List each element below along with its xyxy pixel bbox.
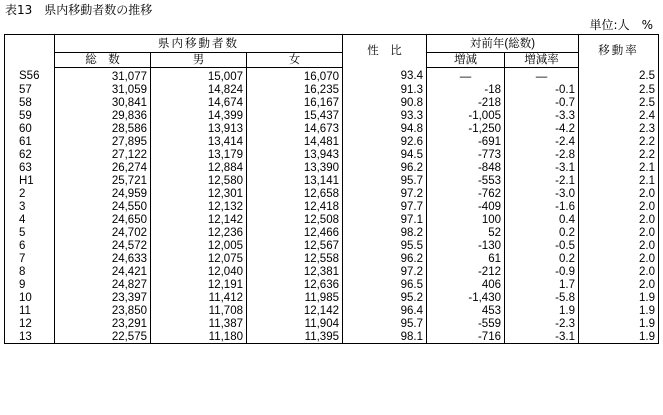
cell-migration-rate: 2.0 <box>639 265 655 278</box>
cell-male: 11,180 <box>151 330 247 344</box>
cell-male: 12,580 <box>151 174 247 187</box>
cell-sex-ratio: 97.1 <box>343 213 427 226</box>
cell-female: 13,141 <box>247 174 343 187</box>
cell-total: 26,274 <box>55 161 151 174</box>
cell-increase: -553 <box>427 174 505 187</box>
cell-migration-rate: 2.5 <box>639 96 655 109</box>
table-header <box>5 35 659 68</box>
cell-increase-rate: -2.4 <box>505 135 579 148</box>
cell-migration-rate: 1.9 <box>639 304 655 317</box>
cell-male: 12,132 <box>151 200 247 213</box>
cell-migration-rate: 1.9 <box>639 291 655 304</box>
table-body <box>5 68 659 344</box>
table-row <box>5 161 659 174</box>
table-row <box>5 174 659 187</box>
cell-total: 24,650 <box>55 213 151 226</box>
table-row <box>5 239 659 252</box>
cell-migration-rate: 2.0 <box>639 252 655 265</box>
cell-female: 15,437 <box>247 109 343 122</box>
cell-sex-ratio: 96.5 <box>343 278 427 291</box>
cell-male: 11,708 <box>151 304 247 317</box>
cell-total: 24,421 <box>55 265 151 278</box>
cell-sex-ratio: 92.6 <box>343 135 427 148</box>
cell-total: 27,895 <box>55 135 151 148</box>
cell-year-label: 11 <box>5 304 55 317</box>
cell-year-label: 58 <box>5 96 55 109</box>
cell-female: 12,567 <box>247 239 343 252</box>
cell-migration-rate: 2.5 <box>639 70 655 83</box>
cell-male: 12,191 <box>151 278 247 291</box>
table-row <box>5 265 659 278</box>
cell-increase: -716 <box>427 330 505 344</box>
cell-female: 13,390 <box>247 161 343 174</box>
header-male: 男 <box>151 53 247 68</box>
table-row <box>5 96 659 109</box>
cell-year-label: 60 <box>5 122 55 135</box>
cell-total: 23,850 <box>55 304 151 317</box>
cell-year-label: 12 <box>5 317 55 330</box>
table-row <box>5 226 659 239</box>
cell-total: 24,572 <box>55 239 151 252</box>
cell-increase-rate: -0.5 <box>505 239 579 252</box>
cell-increase: 61 <box>427 252 505 265</box>
cell-increase-rate: -5.8 <box>505 291 579 304</box>
cell-migration-rate: 2.0 <box>639 239 655 252</box>
cell-male: 14,399 <box>151 109 247 122</box>
table-row <box>5 122 659 135</box>
cell-sex-ratio: 91.3 <box>343 83 427 96</box>
cell-total: 23,397 <box>55 291 151 304</box>
cell-migration-rate: 2.4 <box>639 109 655 122</box>
cell-total: 31,077 <box>55 68 151 84</box>
cell-female: 11,904 <box>247 317 343 330</box>
cell-male: 12,884 <box>151 161 247 174</box>
cell-male: 12,236 <box>151 226 247 239</box>
cell-female: 12,658 <box>247 187 343 200</box>
cell-year-label: H1 <box>5 174 55 187</box>
cell-increase: -218 <box>427 96 505 109</box>
cell-migration-rate: 1.9 <box>639 330 655 343</box>
cell-increase: -1,250 <box>427 122 505 135</box>
table-row <box>5 187 659 200</box>
cell-increase-rate: -2.1 <box>505 174 579 187</box>
cell-female: 11,985 <box>247 291 343 304</box>
cell-increase: -691 <box>427 135 505 148</box>
cell-year-label: 61 <box>5 135 55 148</box>
cell-total: 24,633 <box>55 252 151 265</box>
cell-male: 12,301 <box>151 187 247 200</box>
cell-year-label: 3 <box>5 200 55 213</box>
cell-year-label: 59 <box>5 109 55 122</box>
cell-total: 23,291 <box>55 317 151 330</box>
cell-increase-rate: -3.0 <box>505 187 579 200</box>
cell-migration-rate: 2.0 <box>639 200 655 213</box>
cell-female: 11,395 <box>247 330 343 344</box>
cell-migration-rate: 2.0 <box>639 226 655 239</box>
cell-sex-ratio: 95.2 <box>343 291 427 304</box>
cell-sex-ratio: 95.7 <box>343 174 427 187</box>
cell-increase: 52 <box>427 226 505 239</box>
cell-increase-rate: 0.2 <box>505 252 579 265</box>
table-row <box>5 135 659 148</box>
cell-male: 14,824 <box>151 83 247 96</box>
header-prev-year-group: 対前年(総数) <box>427 35 579 53</box>
cell-sex-ratio: 93.4 <box>343 68 427 84</box>
cell-increase-rate: 0.2 <box>505 226 579 239</box>
cell-increase-rate: -2.3 <box>505 317 579 330</box>
cell-male: 13,913 <box>151 122 247 135</box>
cell-total: 24,702 <box>55 226 151 239</box>
cell-male: 13,414 <box>151 135 247 148</box>
cell-year-label: 4 <box>5 213 55 226</box>
cell-increase-rate: 0.4 <box>505 213 579 226</box>
cell-increase: 100 <box>427 213 505 226</box>
cell-migration-rate: 2.0 <box>639 187 655 200</box>
cell-increase-rate: -3.1 <box>505 330 579 344</box>
header-sex-ratio: 性 比 <box>343 35 427 68</box>
cell-female: 12,636 <box>247 278 343 291</box>
cell-sex-ratio: 97.2 <box>343 187 427 200</box>
cell-increase-rate: -4.2 <box>505 122 579 135</box>
migration-table <box>4 34 659 344</box>
cell-increase: — <box>427 68 505 84</box>
cell-total: 24,827 <box>55 278 151 291</box>
table-row <box>5 304 659 317</box>
cell-increase: 453 <box>427 304 505 317</box>
table-title: 表13 県内移動者数の推移 <box>5 3 153 17</box>
cell-total: 28,586 <box>55 122 151 135</box>
cell-year-label: 8 <box>5 265 55 278</box>
cell-female: 16,167 <box>247 96 343 109</box>
cell-increase-rate: — <box>505 68 579 84</box>
cell-female: 12,466 <box>247 226 343 239</box>
cell-increase: -1,430 <box>427 291 505 304</box>
table-row <box>5 213 659 226</box>
cell-year-label: S56 <box>5 68 55 84</box>
cell-sex-ratio: 94.8 <box>343 122 427 135</box>
cell-male: 12,142 <box>151 213 247 226</box>
cell-female: 14,673 <box>247 122 343 135</box>
cell-increase-rate: 1.7 <box>505 278 579 291</box>
cell-sex-ratio: 90.8 <box>343 96 427 109</box>
cell-sex-ratio: 93.3 <box>343 109 427 122</box>
cell-sex-ratio: 97.2 <box>343 265 427 278</box>
cell-sex-ratio: 96.2 <box>343 252 427 265</box>
cell-year-label: 57 <box>5 83 55 96</box>
cell-total: 29,836 <box>55 109 151 122</box>
cell-increase: -1,005 <box>427 109 505 122</box>
cell-total: 30,841 <box>55 96 151 109</box>
cell-migration-rate: 2.2 <box>639 135 655 148</box>
cell-sex-ratio: 95.7 <box>343 317 427 330</box>
cell-increase: -773 <box>427 148 505 161</box>
cell-sex-ratio: 95.5 <box>343 239 427 252</box>
cell-increase-rate: -2.8 <box>505 148 579 161</box>
table-row <box>5 278 659 291</box>
cell-increase: -559 <box>427 317 505 330</box>
cell-increase: -212 <box>427 265 505 278</box>
cell-increase: 406 <box>427 278 505 291</box>
cell-female: 12,558 <box>247 252 343 265</box>
cell-increase: -409 <box>427 200 505 213</box>
cell-migration-rate: 2.0 <box>639 213 655 226</box>
cell-total: 24,959 <box>55 187 151 200</box>
cell-female: 12,508 <box>247 213 343 226</box>
row-label-header <box>5 35 55 68</box>
cell-migration-rate: 2.1 <box>639 161 655 174</box>
cell-increase-rate: -0.1 <box>505 83 579 96</box>
cell-year-label: 2 <box>5 187 55 200</box>
cell-female: 12,142 <box>247 304 343 317</box>
cell-male: 12,075 <box>151 252 247 265</box>
table-row <box>5 109 659 122</box>
cell-male: 15,007 <box>151 68 247 84</box>
table-row <box>5 330 659 344</box>
header-migration-rate: 移動率 <box>598 45 639 58</box>
cell-year-label: 7 <box>5 252 55 265</box>
cell-male: 11,387 <box>151 317 247 330</box>
cell-year-label: 9 <box>5 278 55 291</box>
cell-migration-rate: 2.2 <box>639 148 655 161</box>
cell-sex-ratio: 97.7 <box>343 200 427 213</box>
cell-year-label: 63 <box>5 161 55 174</box>
cell-sex-ratio: 98.1 <box>343 330 427 344</box>
cell-male: 14,674 <box>151 96 247 109</box>
table-row <box>5 291 659 304</box>
cell-total: 31,059 <box>55 83 151 96</box>
cell-migration-rate: 2.5 <box>639 83 655 96</box>
cell-year-label: 5 <box>5 226 55 239</box>
table-row <box>5 252 659 265</box>
cell-year-label: 6 <box>5 239 55 252</box>
header-female: 女 <box>247 53 343 68</box>
cell-year-label: 62 <box>5 148 55 161</box>
cell-female: 16,235 <box>247 83 343 96</box>
cell-increase-rate: -3.1 <box>505 161 579 174</box>
cell-total: 22,575 <box>55 330 151 344</box>
cell-increase-rate: -1.6 <box>505 200 579 213</box>
cell-total: 25,721 <box>55 174 151 187</box>
cell-female: 13,943 <box>247 148 343 161</box>
unit-label: 単位:人 % <box>589 18 653 32</box>
cell-female: 14,481 <box>247 135 343 148</box>
cell-migration-rate: 1.9 <box>639 317 655 330</box>
table-row <box>5 317 659 330</box>
header-movers-group: 県内移動者数 <box>55 35 343 53</box>
cell-year-label: 10 <box>5 291 55 304</box>
cell-increase-rate: -0.9 <box>505 265 579 278</box>
header-total: 総 数 <box>55 53 151 68</box>
cell-year-label: 13 <box>5 330 55 344</box>
cell-migration-rate: 2.3 <box>639 122 655 135</box>
cell-increase: -130 <box>427 239 505 252</box>
cell-sex-ratio: 96.4 <box>343 304 427 317</box>
cell-male: 13,179 <box>151 148 247 161</box>
table-row <box>5 68 659 84</box>
cell-sex-ratio: 94.5 <box>343 148 427 161</box>
cell-male: 11,412 <box>151 291 247 304</box>
cell-female: 16,070 <box>247 68 343 84</box>
cell-total: 24,550 <box>55 200 151 213</box>
cell-total: 27,122 <box>55 148 151 161</box>
cell-sex-ratio: 96.2 <box>343 161 427 174</box>
cell-increase: -18 <box>427 83 505 96</box>
cell-increase: -762 <box>427 187 505 200</box>
cell-sex-ratio: 98.2 <box>343 226 427 239</box>
cell-female: 12,418 <box>247 200 343 213</box>
cell-migration-rate: 2.0 <box>639 278 655 291</box>
table-row <box>5 83 659 96</box>
cell-female: 12,381 <box>247 265 343 278</box>
cell-increase-rate: -0.7 <box>505 96 579 109</box>
header-increase: 増減 <box>427 53 505 68</box>
cell-increase: -848 <box>427 161 505 174</box>
cell-migration-rate: 2.1 <box>639 174 655 187</box>
cell-increase-rate: 1.9 <box>505 304 579 317</box>
table-row <box>5 200 659 213</box>
cell-increase-rate: -3.3 <box>505 109 579 122</box>
cell-male: 12,005 <box>151 239 247 252</box>
header-increase-rate: 増減率 <box>505 53 579 68</box>
table-row <box>5 148 659 161</box>
cell-male: 12,040 <box>151 265 247 278</box>
